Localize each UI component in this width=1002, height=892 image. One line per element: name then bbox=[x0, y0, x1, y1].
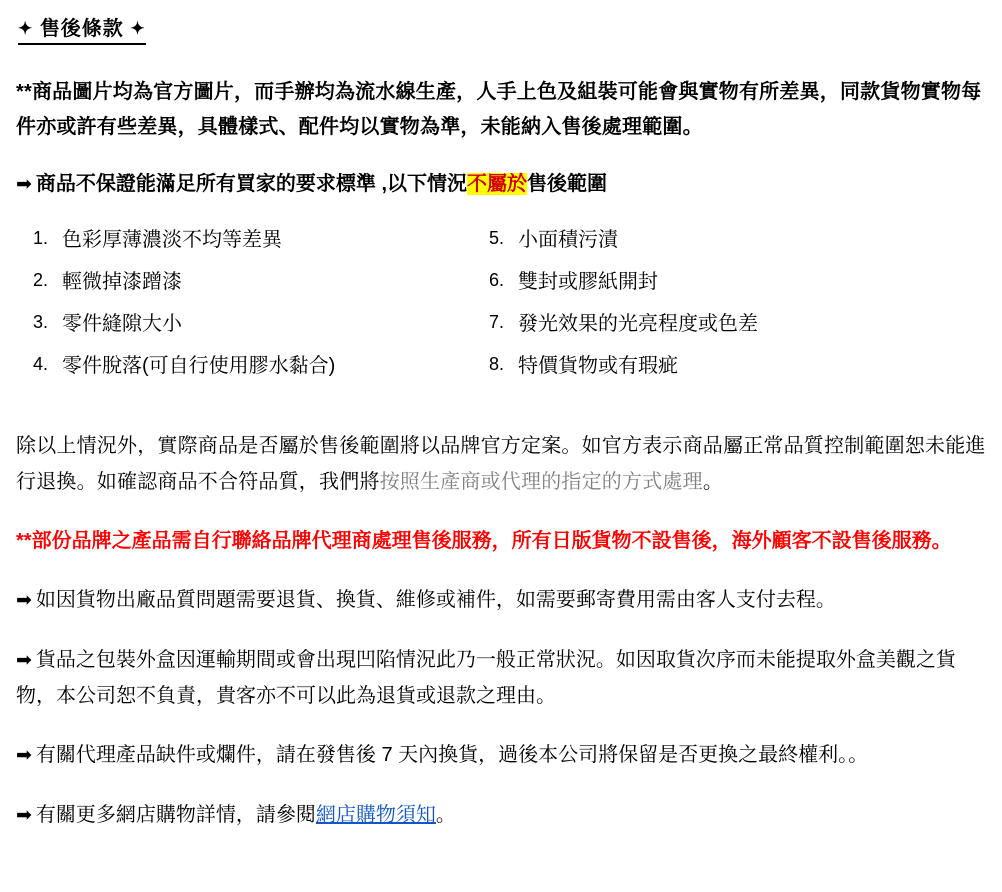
list-item bbox=[16, 219, 446, 261]
list-item-label: 零件脫落(可自行使用膠水黏合) bbox=[62, 355, 336, 378]
list-item-label: 零件縫隙大小 bbox=[62, 313, 182, 336]
list-item-number: 8. bbox=[488, 354, 504, 375]
arrow-item-4-before: 有關更多網店購物詳情，請參閱 bbox=[35, 803, 316, 826]
list-item-number: 2. bbox=[32, 270, 48, 291]
exclusion-lists bbox=[16, 219, 986, 387]
list-item-number: 3. bbox=[32, 312, 48, 333]
list-item-number: 4. bbox=[32, 354, 48, 375]
list-item-label: 特價貨物或有瑕疵 bbox=[518, 355, 678, 378]
list-item-label: 輕微掉漆蹭漆 bbox=[62, 271, 182, 294]
red-notice: **部份品牌之產品需自行聯絡品牌代理商處理售後服務，所有日版貨物不設售後，海外顧客不設售後服務。 bbox=[16, 530, 952, 553]
exclusion-column-left bbox=[16, 219, 446, 387]
list-item-number: 7. bbox=[488, 312, 504, 333]
exclusion-heading bbox=[16, 167, 986, 201]
shop-guide-link[interactable]: 網店購物須知 bbox=[315, 803, 436, 826]
list-item-number: 5. bbox=[488, 228, 504, 249]
list-item-label: 小面積污漬 bbox=[518, 229, 618, 252]
star-left-icon: ✦ bbox=[18, 19, 34, 38]
list-item bbox=[466, 219, 906, 261]
spacer bbox=[16, 145, 986, 167]
intro-paragraph: **商品圖片均為官方圖片，而手辦均為流水線生產，人手上色及組裝可能會與實物有所差異，同款貨物實物每件亦或許有些差異，具體樣式、配件均以實物為準，未能納入售後處理範圍。 bbox=[16, 81, 982, 138]
body-part-1: 除以上情況外，實際商品是否屬於售後範圍將以品牌官方定案。如官方表示商品屬正常品質控制範圍恕未能進行退換。如確認商品不合符品質，我們將 bbox=[16, 435, 986, 493]
arrow-item-2 bbox=[16, 643, 986, 714]
arrow-item-1-text: 如因貨物出廠品質問題需要退貨、換貨、維修或補件，如需要郵寄費用需由客人支付去程。 bbox=[35, 589, 836, 612]
arrow-item-4 bbox=[16, 798, 986, 834]
list-item-label: 發光效果的光亮程度或色差 bbox=[518, 313, 758, 336]
list-item-label: 色彩厚薄濃淡不均等差異 bbox=[62, 229, 282, 252]
page-title-text: 售後條款 bbox=[39, 18, 124, 40]
body-part-3: 。 bbox=[702, 470, 724, 493]
arrow-item-3-text: 有關代理產品缺件或爛件，請在發售後 7 天內換貨，過後本公司將保留是否更換之最終權利。。 bbox=[35, 744, 869, 767]
exclusion-list-left bbox=[16, 219, 446, 387]
list-item bbox=[466, 345, 906, 387]
exclusion-column-right bbox=[466, 219, 906, 387]
body-part-gray: 按照生產商或代理的指定的方式處理 bbox=[379, 470, 703, 493]
exclusion-heading-before: 商品不保證能滿足所有買家的要求標準 ,以下情況 bbox=[35, 173, 468, 195]
arrow-item-2-text: 貨品之包裝外盒因運輸期間或會出現凹陷情況此乃一般正常狀況。如因取貨次序而未能提取外盒美觀之貨物，本公司恕不負責，貴客亦不可以此為退貨或退款之理由。 bbox=[16, 649, 956, 707]
arrow-icon: ➡ bbox=[16, 804, 32, 826]
arrow-item-1 bbox=[16, 583, 986, 619]
arrow-icon: ➡ bbox=[16, 650, 32, 672]
arrow-icon: ➡ bbox=[16, 745, 32, 767]
list-item bbox=[16, 261, 446, 303]
arrow-item-3 bbox=[16, 738, 986, 774]
page-title bbox=[18, 12, 146, 45]
body-paragraph bbox=[16, 429, 986, 500]
list-item-number: 1. bbox=[32, 228, 48, 249]
arrow-item-4-after: 。 bbox=[435, 803, 456, 826]
star-right-icon: ✦ bbox=[130, 19, 146, 38]
list-item-number: 6. bbox=[488, 270, 504, 291]
list-item bbox=[466, 303, 906, 345]
list-item bbox=[16, 345, 446, 387]
list-item bbox=[466, 261, 906, 303]
list-item bbox=[16, 303, 446, 345]
exclusion-heading-highlight: 不屬於 bbox=[467, 173, 528, 195]
exclusion-list-right bbox=[466, 219, 906, 387]
arrow-icon: ➡ bbox=[16, 174, 32, 195]
arrow-icon: ➡ bbox=[16, 590, 32, 612]
exclusion-heading-after: 售後範圍 bbox=[527, 173, 608, 195]
list-item-label: 雙封或膠紙開封 bbox=[518, 271, 658, 294]
